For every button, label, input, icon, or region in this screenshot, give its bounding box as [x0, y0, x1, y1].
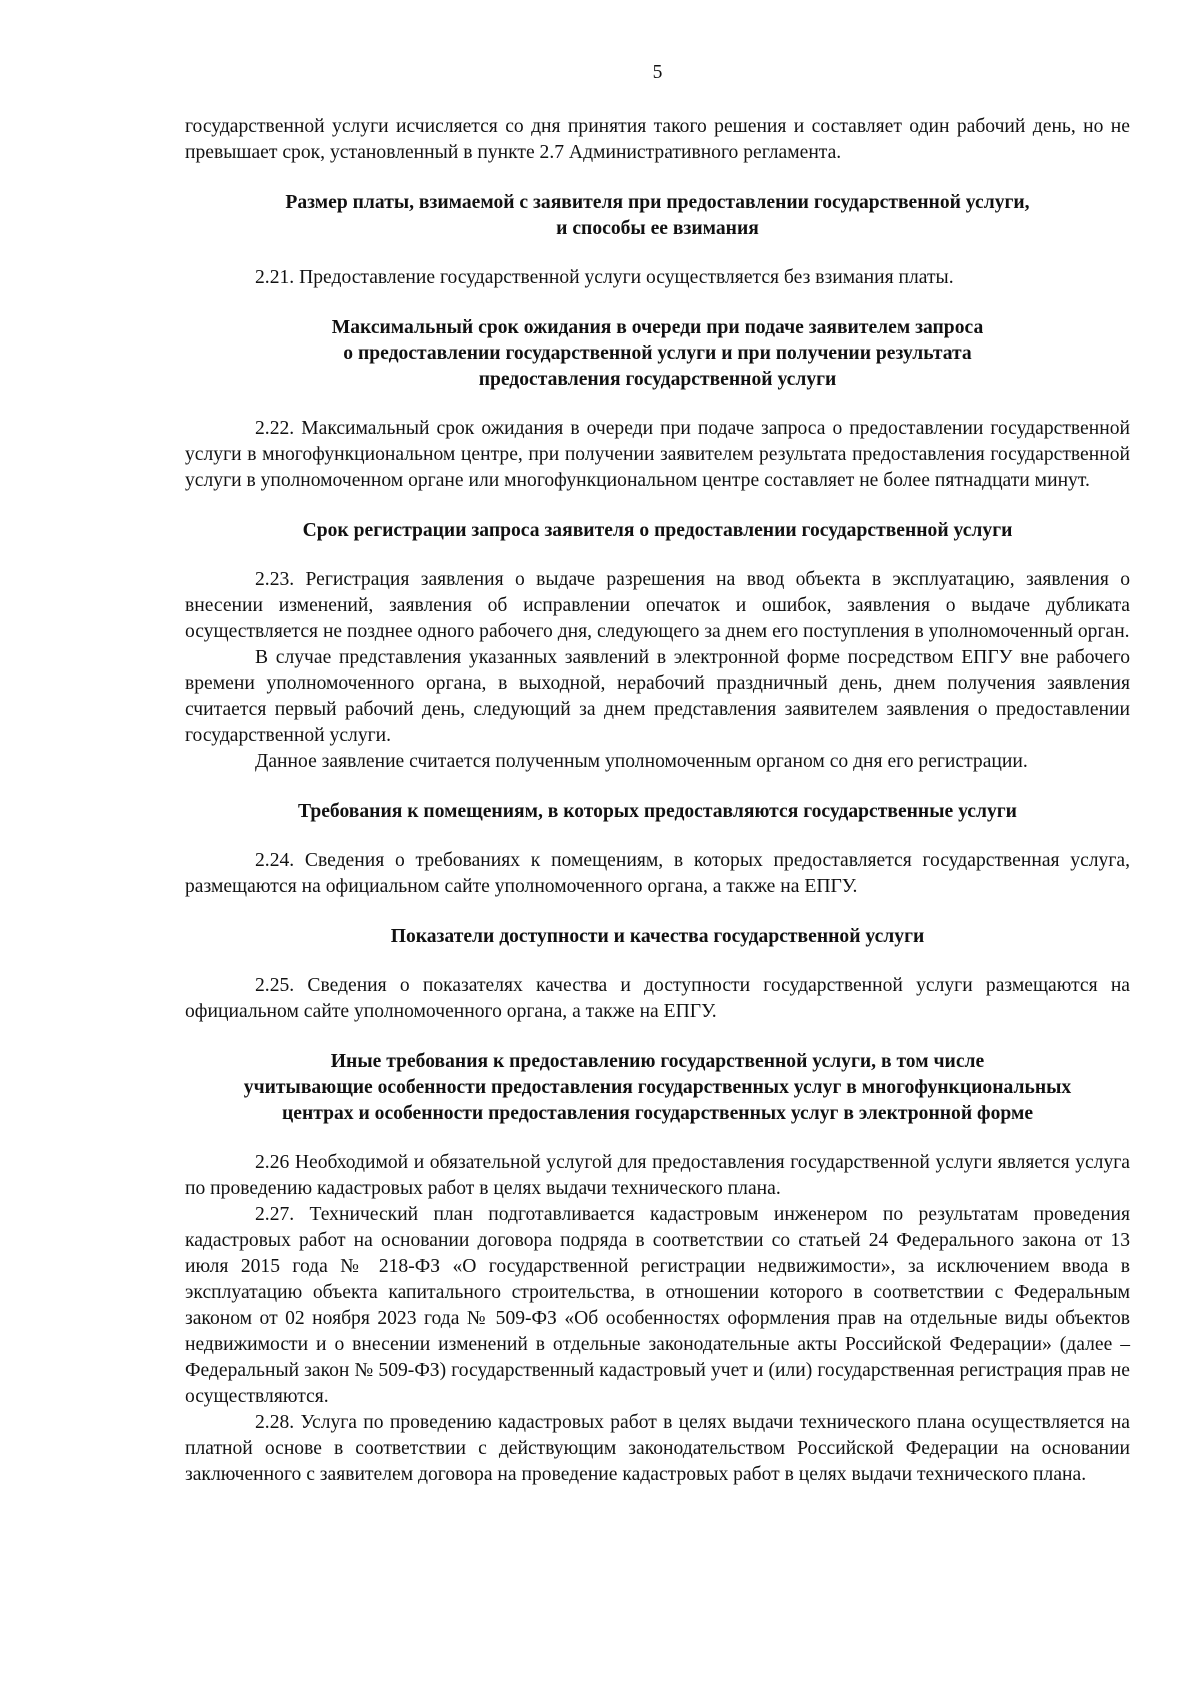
heading-line: предоставления государственной услуги	[478, 369, 837, 390]
heading-line: Иные требования к предоставлению государственной услуги, в том числе	[330, 1051, 985, 1072]
heading-line: Размер платы, взимаемой с заявителя при предоставлении государственной услуги,	[285, 192, 1030, 213]
paragraph-2-23-electronic: В случае представления указанных заявлений в электронной форме посредством ЕПГУ вне рабочего времени уполномоченного органа, в выходной, нерабочий праздничный день, днем получения заявления считается первый рабочий день, следующий за днем представления заявителем заявления о предоставлении государственной услуги.	[185, 647, 1130, 746]
paragraph-2-23: 2.23. Регистрация заявления о выдаче разрешения на ввод объекта в эксплуатацию, заявления о внесении изменений, заявления об исправлении опечаток и ошибок, заявления о выдаче дубликата осуществляется не позднее одного рабочего дня, следующего за днем его поступления в уполномоченный орган.	[185, 569, 1130, 642]
section-heading-fee	[185, 190, 1130, 242]
heading-line: учитывающие особенности предоставления государственных услуг в многофункциональных	[243, 1077, 1072, 1098]
section-heading-premises	[185, 799, 1130, 825]
intro-paragraph: государственной услуги исчисляется со дня принятия такого решения и составляет один рабочий день, но не превышает срок, установленный в пункте 2.7 Административного регламента.	[185, 116, 1130, 163]
heading-line: и способы ее взимания	[556, 218, 759, 239]
paragraph-2-28: 2.28. Услуга по проведению кадастровых работ в целях выдачи технического плана осуществляется на платной основе в соответствии с действующим законодательством Российской Федерации на основании заключенного с заявителем договора на проведение кадастровых работ в целях выдачи технического плана.	[185, 1412, 1130, 1485]
heading-line: о предоставлении государственной услуги и при получении результата	[343, 343, 972, 364]
paragraph-2-27: 2.27. Технический план подготавливается кадастровым инженером по результатам проведения кадастровых работ на основании договора подряда в соответствии со статьей 24 Федерального закона от 13 июля 2015 года № 218-ФЗ «О государственной регистрации недвижимости», за исключением ввода в эксплуатацию объекта капитального строительства, в отношении которого в соответствии с Федеральным законом от 02 ноября 2023 года № 509-ФЗ «Об особенностях оформления прав на отдельные виды объектов недвижимости и о внесении изменений в отдельные законодательные акты Российской Федерации» (далее – Федеральный закон № 509-ФЗ) государственный кадастровый учет и (или) государственная регистрация прав не осуществляются.	[185, 1204, 1130, 1407]
heading-line: Срок регистрации запроса заявителя о предоставлении государственной услуги	[302, 520, 1013, 541]
section-heading-other-requirements	[185, 1049, 1130, 1127]
heading-line: Показатели доступности и качества государственной услуги	[390, 926, 925, 947]
document-page	[185, 60, 1130, 1488]
paragraph-2-26: 2.26 Необходимой и обязательной услугой для предоставления государственной услуги является услуга по проведению кадастровых работ в целях выдачи технического плана.	[185, 1152, 1130, 1199]
paragraph-2-22: 2.22. Максимальный срок ожидания в очереди при подаче запроса о предоставлении государственной услуги в многофункциональном центре, при получении заявителем результата предоставления государственной услуги в уполномоченном органе или многофункциональном центре составляет не более пятнадцати минут.	[185, 418, 1130, 491]
paragraph-2-24: 2.24. Сведения о требованиях к помещениям, в которых предоставляется государственная услуга, размещаются на официальном сайте уполномоченного органа, а также на ЕПГУ.	[185, 850, 1130, 897]
heading-line: Требования к помещениям, в которых предоставляются государственные услуги	[298, 801, 1017, 822]
section-heading-accessibility	[185, 924, 1130, 950]
section-heading-queue-time	[185, 315, 1130, 393]
section-heading-registration	[185, 518, 1130, 544]
heading-line: Максимальный срок ожидания в очереди при подаче заявителем запроса	[331, 317, 984, 338]
paragraph-2-23-received: Данное заявление считается полученным уполномоченным органом со дня его регистрации.	[255, 751, 1028, 772]
paragraph-2-25: 2.25. Сведения о показателях качества и доступности государственной услуги размещаются на официальном сайте уполномоченного органа, а также на ЕПГУ.	[185, 975, 1130, 1022]
heading-line: центрах и особенности предоставления государственных услуг в электронной форме	[281, 1103, 1034, 1124]
paragraph-2-21: 2.21. Предоставление государственной услуги осуществляется без взимания платы.	[255, 267, 954, 288]
page-number: 5	[652, 62, 663, 83]
